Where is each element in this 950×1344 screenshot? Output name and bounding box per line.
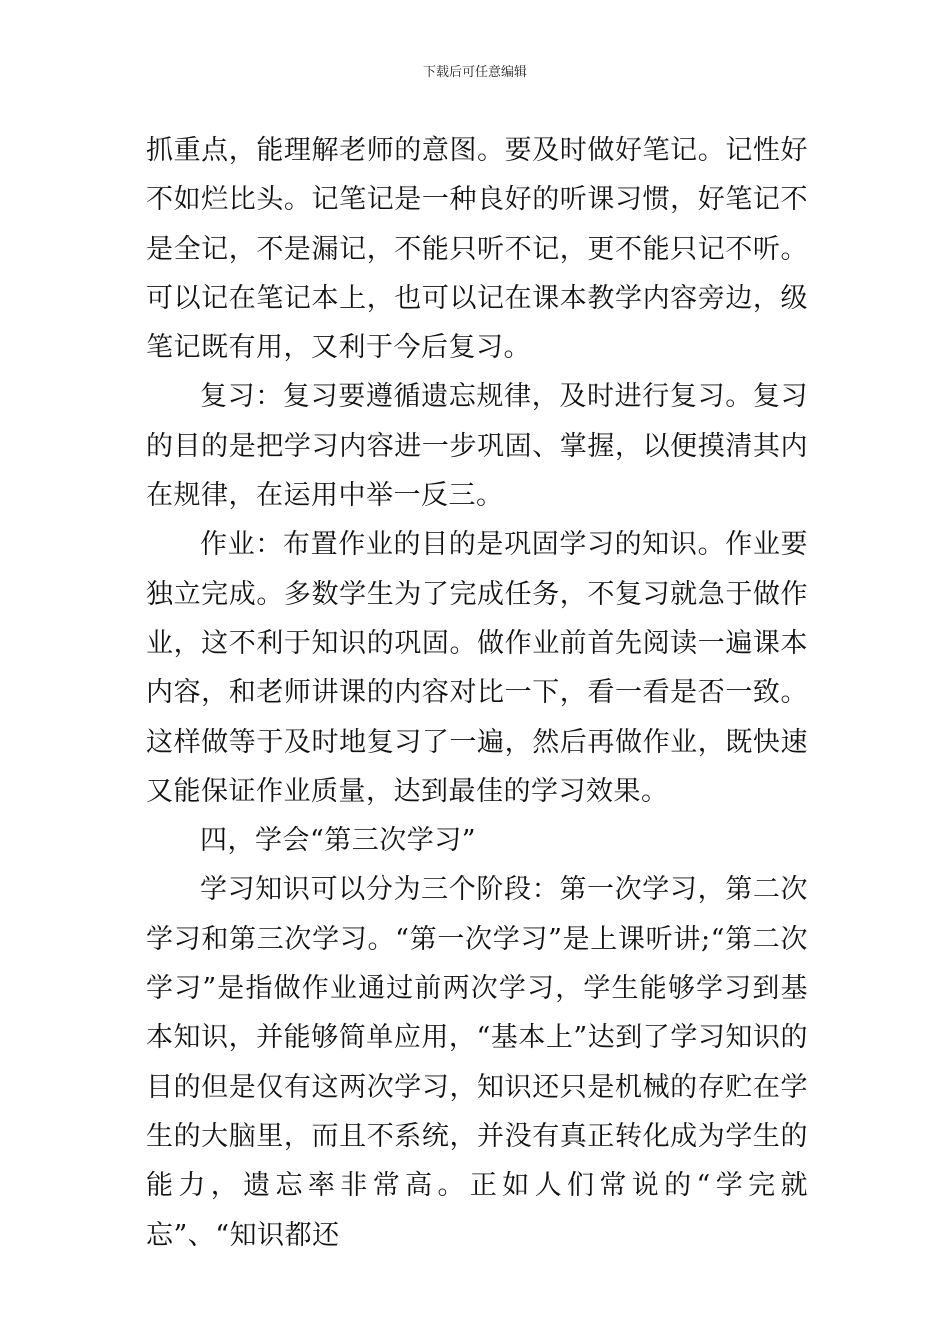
- paragraph-review: 复习：复习要遵循遗忘规律，及时进行复习。复习的目的是把学习内容进一步巩固、掌握，以便摸清其内在规律，在运用中举一反三。: [146, 381, 808, 512]
- paragraph-homework: 作业：布置作业的目的是巩固学习的知识。作业要独立完成。多数学生为了完成任务，不复习就急于做作业，这不利于知识的巩固。做作业前首先阅读一遍课本内容，和老师讲课的内容对比一下，看一看是否一致。这样做等于及时地复习了一遍，然后再做作业，既快速又能保证作业质量，达到最佳的学习效果。: [146, 529, 808, 807]
- paragraph-third-learning: 学习知识可以分为三个阶段：第一次学习，第二次学习和第三次学习。“第一次学习”是上课听讲;“第二次学习”是指做作业通过前两次学习，学生能够学习到基本知识，并能够简单应用，“基本上”达到了学习知识的目的但是仅有这两次学习，知识还只是机械的存贮在学生的大脑里，而且不系统，并没有真正转化成为学生的能力，遗忘率非常高。正如人们常说的“学完就忘”、“知识都还: [146, 874, 808, 1251]
- paragraph-notes: 抓重点，能理解老师的意图。要及时做好笔记。记性好不如烂比头。记笔记是一种良好的听课习惯，好笔记不是全记，不是漏记，不能只听不记，更不能只记不听。可以记在笔记本上，也可以记在课本教学内容旁边，级笔记既有用，又利于今后复习。: [146, 135, 808, 364]
- section-heading: 四，学会“第三次学习”: [200, 825, 477, 857]
- page-header: 下载后可任意编辑: [422, 65, 527, 80]
- document-body: [146, 126, 808, 1260]
